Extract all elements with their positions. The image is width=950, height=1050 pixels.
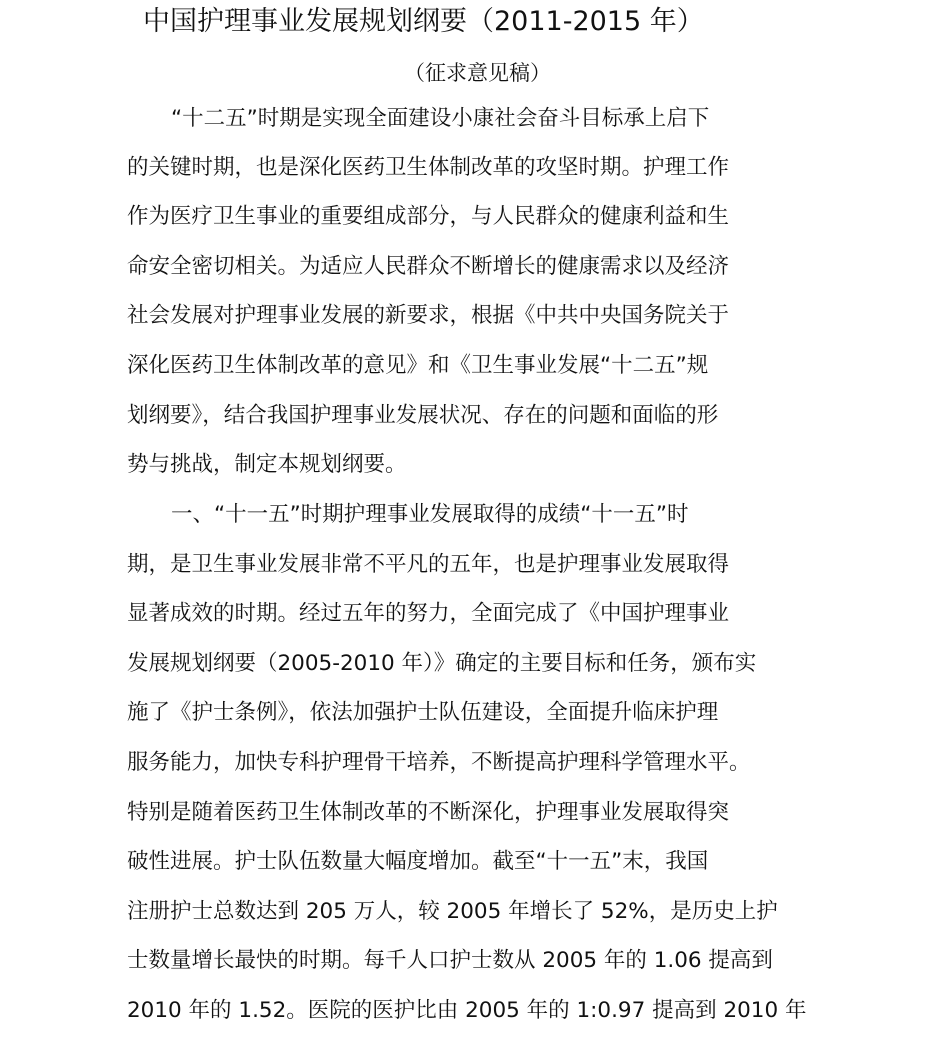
body-line-17: 注册护士总数达到 205 万人，较 2005 年增长了 52%，是历史上护: [127, 899, 778, 924]
body-line-11: 显著成效的时期。经过五年的努力，全面完成了《中国护理事业: [127, 601, 730, 626]
body-line-2: 的关键时期，也是深化医药卫生体制改革的攻坚时期。护理工作: [127, 155, 730, 180]
body-line-7: 划纲要》，结合我国护理事业发展状况、存在的问题和面临的形: [127, 403, 719, 428]
body-line-5: 社会发展对护理事业发展的新要求，根据《中共中央国务院关于: [127, 303, 730, 328]
section-heading-line: 一、“十一五”时期护理事业发展取得的成绩“十一五”时: [171, 502, 689, 527]
body-line-16: 破性进展。护士队伍数量大幅度增加。截至“十一五”末，我国: [127, 849, 709, 874]
body-line-3: 作为医疗卫生事业的重要组成部分，与人民群众的健康利益和生: [127, 204, 730, 229]
body-line-19: 2010 年的 1.52。医院的医护比由 2005 年的 1:0.97 提高到 2010 年: [127, 998, 807, 1023]
body-line-13: 施了《护士条例》，依法加强护士队伍建设，全面提升临床护理: [127, 700, 719, 725]
body-line-6: 深化医药卫生体制改革的意见》和《卫生事业发展“十二五”规: [127, 353, 709, 378]
body-line-15: 特别是随着医药卫生体制改革的不断深化，护理事业发展取得突: [127, 800, 730, 825]
body-line-8: 势与挑战，制定本规划纲要。: [127, 452, 407, 477]
body-line-4: 命安全密切相关。为适应人民群众不断增长的健康需求以及经济: [127, 254, 730, 279]
body-line-1: “十二五”时期是实现全面建设小康社会奋斗目标承上启下: [171, 106, 710, 131]
document-title: 中国护理事业发展规划纲要（2011-2015 年）: [143, 6, 704, 37]
body-line-12: 发展规划纲要（2005-2010 年）》确定的主要目标和任务，颁布实: [127, 651, 757, 676]
body-line-18: 士数量增长最快的时期。每千人口护士数从 2005 年的 1.06 提高到: [127, 948, 773, 973]
body-line-14: 服务能力，加快专科护理骨干培养，不断提高护理科学管理水平。: [127, 750, 751, 775]
document-subtitle: （征求意见稿）: [404, 61, 551, 85]
body-line-10: 期，是卫生事业发展非常不平凡的五年，也是护理事业发展取得: [127, 552, 730, 577]
